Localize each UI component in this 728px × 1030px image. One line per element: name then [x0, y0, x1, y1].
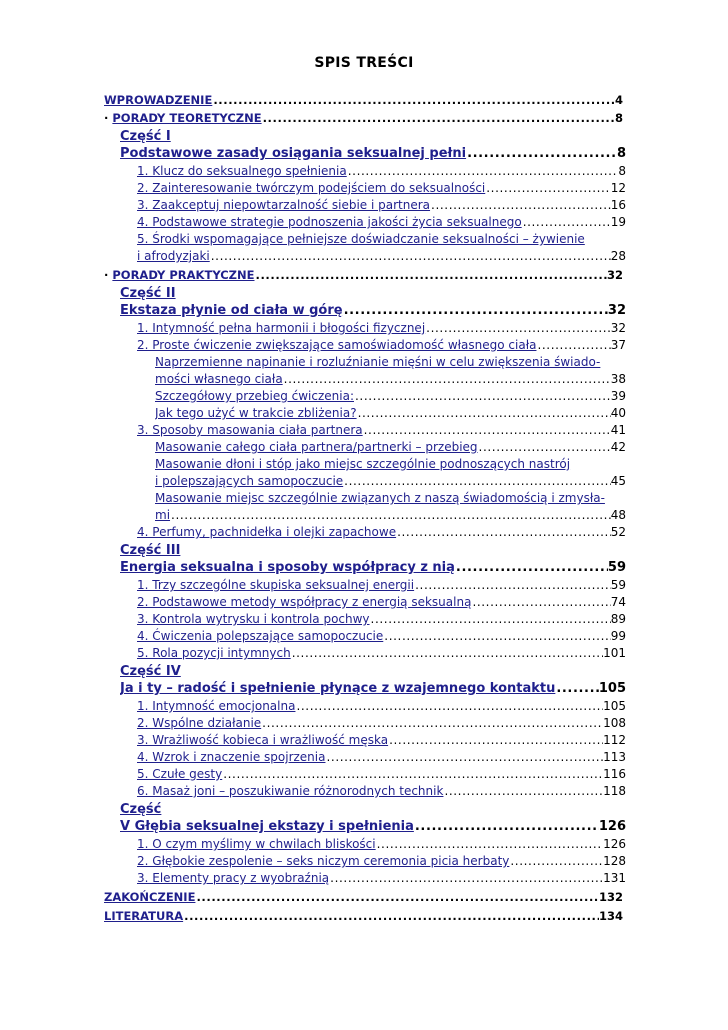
toc-part-heading[interactable]	[120, 663, 181, 680]
toc-entry-continued[interactable]	[137, 248, 626, 265]
page-number: 12	[610, 181, 626, 195]
page-title: SPIS TREŚCI	[314, 55, 414, 71]
toc-link[interactable]: Część I	[120, 129, 171, 144]
page-number: 48	[610, 508, 626, 522]
toc-entry[interactable]	[137, 870, 626, 887]
toc-entry[interactable]	[137, 836, 626, 853]
toc-entry[interactable]	[137, 611, 626, 628]
toc-link[interactable]: ZAKOŃCZENIE	[104, 890, 196, 904]
toc-part-heading[interactable]	[120, 285, 176, 302]
page-number: 118	[603, 784, 626, 798]
page-number: 41	[610, 423, 626, 437]
toc-link[interactable]: V Głębia seksualnej ekstazy i spełnienia	[120, 819, 414, 834]
toc-entry[interactable]	[137, 422, 626, 439]
page-number: 74	[610, 595, 626, 609]
page-number: 134	[598, 909, 623, 923]
page-number: 37	[610, 338, 626, 352]
toc-link[interactable]: Część III	[120, 543, 181, 558]
page-number: 108	[603, 716, 626, 730]
toc-link[interactable]: Jak tego użyć w trakcie zbliżenia?	[155, 406, 357, 420]
toc-entry[interactable]	[137, 732, 626, 749]
toc-link[interactable]: 2. Zainteresowanie twórczym podejściem do seksualności	[137, 181, 486, 195]
toc-subentry-continued[interactable]	[155, 507, 626, 524]
toc-part-heading[interactable]	[120, 542, 180, 559]
toc-link[interactable]: 4. Ćwiczenia polepszające samopoczucie	[137, 629, 384, 643]
page-number: 126	[603, 837, 626, 851]
toc-link[interactable]: 5. Środki wspomagające pełniejsze doświadczanie seksualności – żywienie	[137, 232, 585, 246]
toc-entry[interactable]	[137, 853, 626, 870]
page-number: 116	[603, 767, 626, 781]
page-number: 132	[598, 890, 623, 904]
toc-link[interactable]: LITERATURA	[104, 909, 184, 923]
toc-entry[interactable]	[137, 645, 626, 662]
page-number: 28	[610, 249, 626, 263]
toc-link[interactable]: Ekstaza płynie od ciała w górę	[120, 303, 343, 318]
toc-entry[interactable]	[137, 698, 626, 715]
page-number: 4	[614, 93, 623, 107]
toc-link[interactable]: WPROWADZENIE	[104, 93, 213, 107]
toc-link[interactable]: 1. Klucz do seksualnego spełnienia	[137, 164, 347, 178]
toc-link[interactable]: PORADY TEORETYCZNE	[112, 111, 262, 125]
toc-link[interactable]: Masowanie dłoni i stóp jako miejsc szczególnie podnoszących nastrój	[155, 457, 571, 471]
toc-link[interactable]: Ja i ty – radość i spełnienie płynące z wzajemnego kontaktu	[120, 681, 556, 696]
page-number: 89	[610, 612, 626, 626]
toc-link[interactable]: Szczegółowy przebieg ćwiczenia:	[155, 389, 354, 403]
toc-link[interactable]: Masowanie całego ciała partnera/partnerki – przebieg	[155, 440, 478, 454]
toc-part-title[interactable]	[120, 559, 626, 576]
toc-link[interactable]: mi	[155, 508, 171, 522]
toc-part-title[interactable]	[120, 680, 626, 697]
toc-entry[interactable]	[137, 163, 626, 180]
toc-link[interactable]: 3. Zaakceptuj niepowtarzalność siebie i partnera	[137, 198, 431, 212]
page-number: 32	[606, 268, 623, 282]
page-number: 59	[610, 578, 626, 592]
toc-link[interactable]: 6. Masaż joni – poszukiwanie różnorodnych technik	[137, 784, 444, 798]
toc-link[interactable]: 2. Proste ćwiczenie zwiększające samoświadomość własnego ciała	[137, 338, 537, 352]
toc-entry[interactable]	[137, 214, 626, 231]
page-number: 32	[607, 303, 626, 318]
toc-entry[interactable]	[137, 197, 626, 214]
page-number: 19	[610, 215, 626, 229]
toc-part-title[interactable]	[120, 302, 626, 319]
page-number: 39	[610, 389, 626, 403]
toc-link[interactable]: 5. Rola pozycji intymnych	[137, 646, 291, 660]
toc-link[interactable]: Podstawowe zasady osiągania seksualnej pełni	[120, 146, 467, 161]
page-number: 45	[610, 474, 626, 488]
toc-link[interactable]: 3. Sposoby masowania ciała partnera	[137, 423, 363, 437]
toc-entry[interactable]	[137, 594, 626, 611]
toc-part-title[interactable]	[120, 145, 626, 162]
page-number: 16	[610, 198, 626, 212]
toc-link[interactable]: 2. Wspólne działanie	[137, 716, 262, 730]
toc-entry[interactable]	[137, 783, 626, 800]
page-number: 105	[598, 681, 626, 696]
toc-link[interactable]: 3. Wrażliwość kobieca i wrażliwość męska	[137, 733, 389, 747]
toc-entry[interactable]	[137, 320, 626, 337]
page-number: 8	[614, 111, 623, 125]
toc-subentry[interactable]	[155, 405, 626, 422]
toc-subentry-continued[interactable]	[155, 371, 626, 388]
page-number: 99	[610, 629, 626, 643]
toc-link[interactable]: 4. Perfumy, pachnidełka i olejki zapachowe	[137, 525, 397, 539]
page-number: 105	[603, 699, 626, 713]
bullet-icon: ·	[104, 111, 109, 125]
page-number: 59	[607, 560, 626, 575]
toc-link[interactable]: Część	[120, 802, 162, 817]
page-number: 8	[616, 146, 626, 161]
toc-part-heading[interactable]	[120, 801, 161, 818]
page-number: 52	[610, 525, 626, 539]
toc-entry-literatura[interactable]	[104, 908, 623, 925]
page-number: 112	[603, 733, 626, 747]
toc-link[interactable]: Naprzemienne napinanie i rozluźnianie mięśni w celu zwiększenia świado-	[155, 355, 601, 369]
toc-subentry[interactable]	[155, 439, 626, 456]
toc-entry[interactable]	[137, 749, 626, 766]
toc-entry[interactable]	[137, 337, 626, 354]
toc-link[interactable]: Część IV	[120, 664, 181, 679]
toc-link[interactable]: i polepszających samopoczucie	[155, 474, 344, 488]
toc-link[interactable]: PORADY PRAKTYCZNE	[112, 268, 255, 282]
toc-link[interactable]: 2. Głębokie zespolenie – seks niczym ceremonia picia herbaty	[137, 854, 510, 868]
toc-subentry[interactable]	[155, 490, 626, 507]
toc-link[interactable]: 3. Elementy pracy z wyobraźnią	[137, 871, 330, 885]
page-number: 38	[610, 372, 626, 386]
toc-link[interactable]: 1. Intymność emocjonalna	[137, 699, 296, 713]
page-number: 40	[610, 406, 626, 420]
bullet-icon: ·	[104, 268, 109, 282]
toc-entry-porady-praktyczne[interactable]	[104, 267, 623, 284]
page-number: 131	[603, 871, 626, 885]
page-number: 113	[603, 750, 626, 764]
toc-entry[interactable]	[137, 628, 626, 645]
toc-entry-porady-teoretyczne[interactable]	[104, 110, 623, 127]
toc-part-heading[interactable]	[120, 128, 171, 145]
toc-subentry-continued[interactable]	[155, 473, 626, 490]
toc-link[interactable]: 5. Czułe gesty	[137, 767, 223, 781]
toc-entry[interactable]	[137, 231, 626, 248]
toc-entry-wprowadzenie[interactable]	[104, 92, 623, 109]
toc-entry[interactable]	[137, 766, 626, 783]
page-number: 8	[618, 164, 626, 178]
toc-link[interactable]: 3. Kontrola wytrysku i kontrola pochwy	[137, 612, 370, 626]
toc-subentry[interactable]	[155, 388, 626, 405]
page-number: 126	[598, 819, 626, 834]
toc-subentry[interactable]	[155, 456, 626, 473]
toc-link[interactable]: 4. Podstawowe strategie podnoszenia jakości życia seksualnego	[137, 215, 522, 229]
toc-link[interactable]: 4. Wzrok i znaczenie spojrzenia	[137, 750, 326, 764]
toc-link[interactable]: 1. Trzy szczególne skupiska seksualnej energii	[137, 578, 415, 592]
toc-link[interactable]: 2. Podstawowe metody współpracy z energią seksualną	[137, 595, 472, 609]
toc-entry-zakonczenie[interactable]	[104, 889, 623, 906]
toc-link[interactable]: 1. O czym myślimy w chwilach bliskości	[137, 837, 376, 851]
toc-link[interactable]: Energia seksualna i sposoby współpracy z nią	[120, 560, 455, 575]
toc-link[interactable]: mości własnego ciała	[155, 372, 283, 386]
page-number: 128	[603, 854, 626, 868]
toc-link[interactable]: 1. Intymność pełna harmonii i błogości fizycznej	[137, 321, 426, 335]
toc-link[interactable]: i afrodyzjaki	[137, 249, 210, 263]
page-number: 32	[610, 321, 626, 335]
toc-link[interactable]: Masowanie miejsc szczególnie związanych z naszą świadomością i zmysła-	[155, 491, 605, 505]
toc-link[interactable]: Część II	[120, 286, 176, 301]
toc-entry[interactable]	[137, 524, 626, 541]
page-number: 42	[610, 440, 626, 454]
toc-subentry[interactable]	[155, 354, 626, 371]
toc-part-title[interactable]	[120, 818, 626, 835]
toc-entry[interactable]	[137, 577, 626, 594]
toc-entry[interactable]	[137, 180, 626, 197]
page-number: 101	[603, 646, 626, 660]
toc-entry[interactable]	[137, 715, 626, 732]
